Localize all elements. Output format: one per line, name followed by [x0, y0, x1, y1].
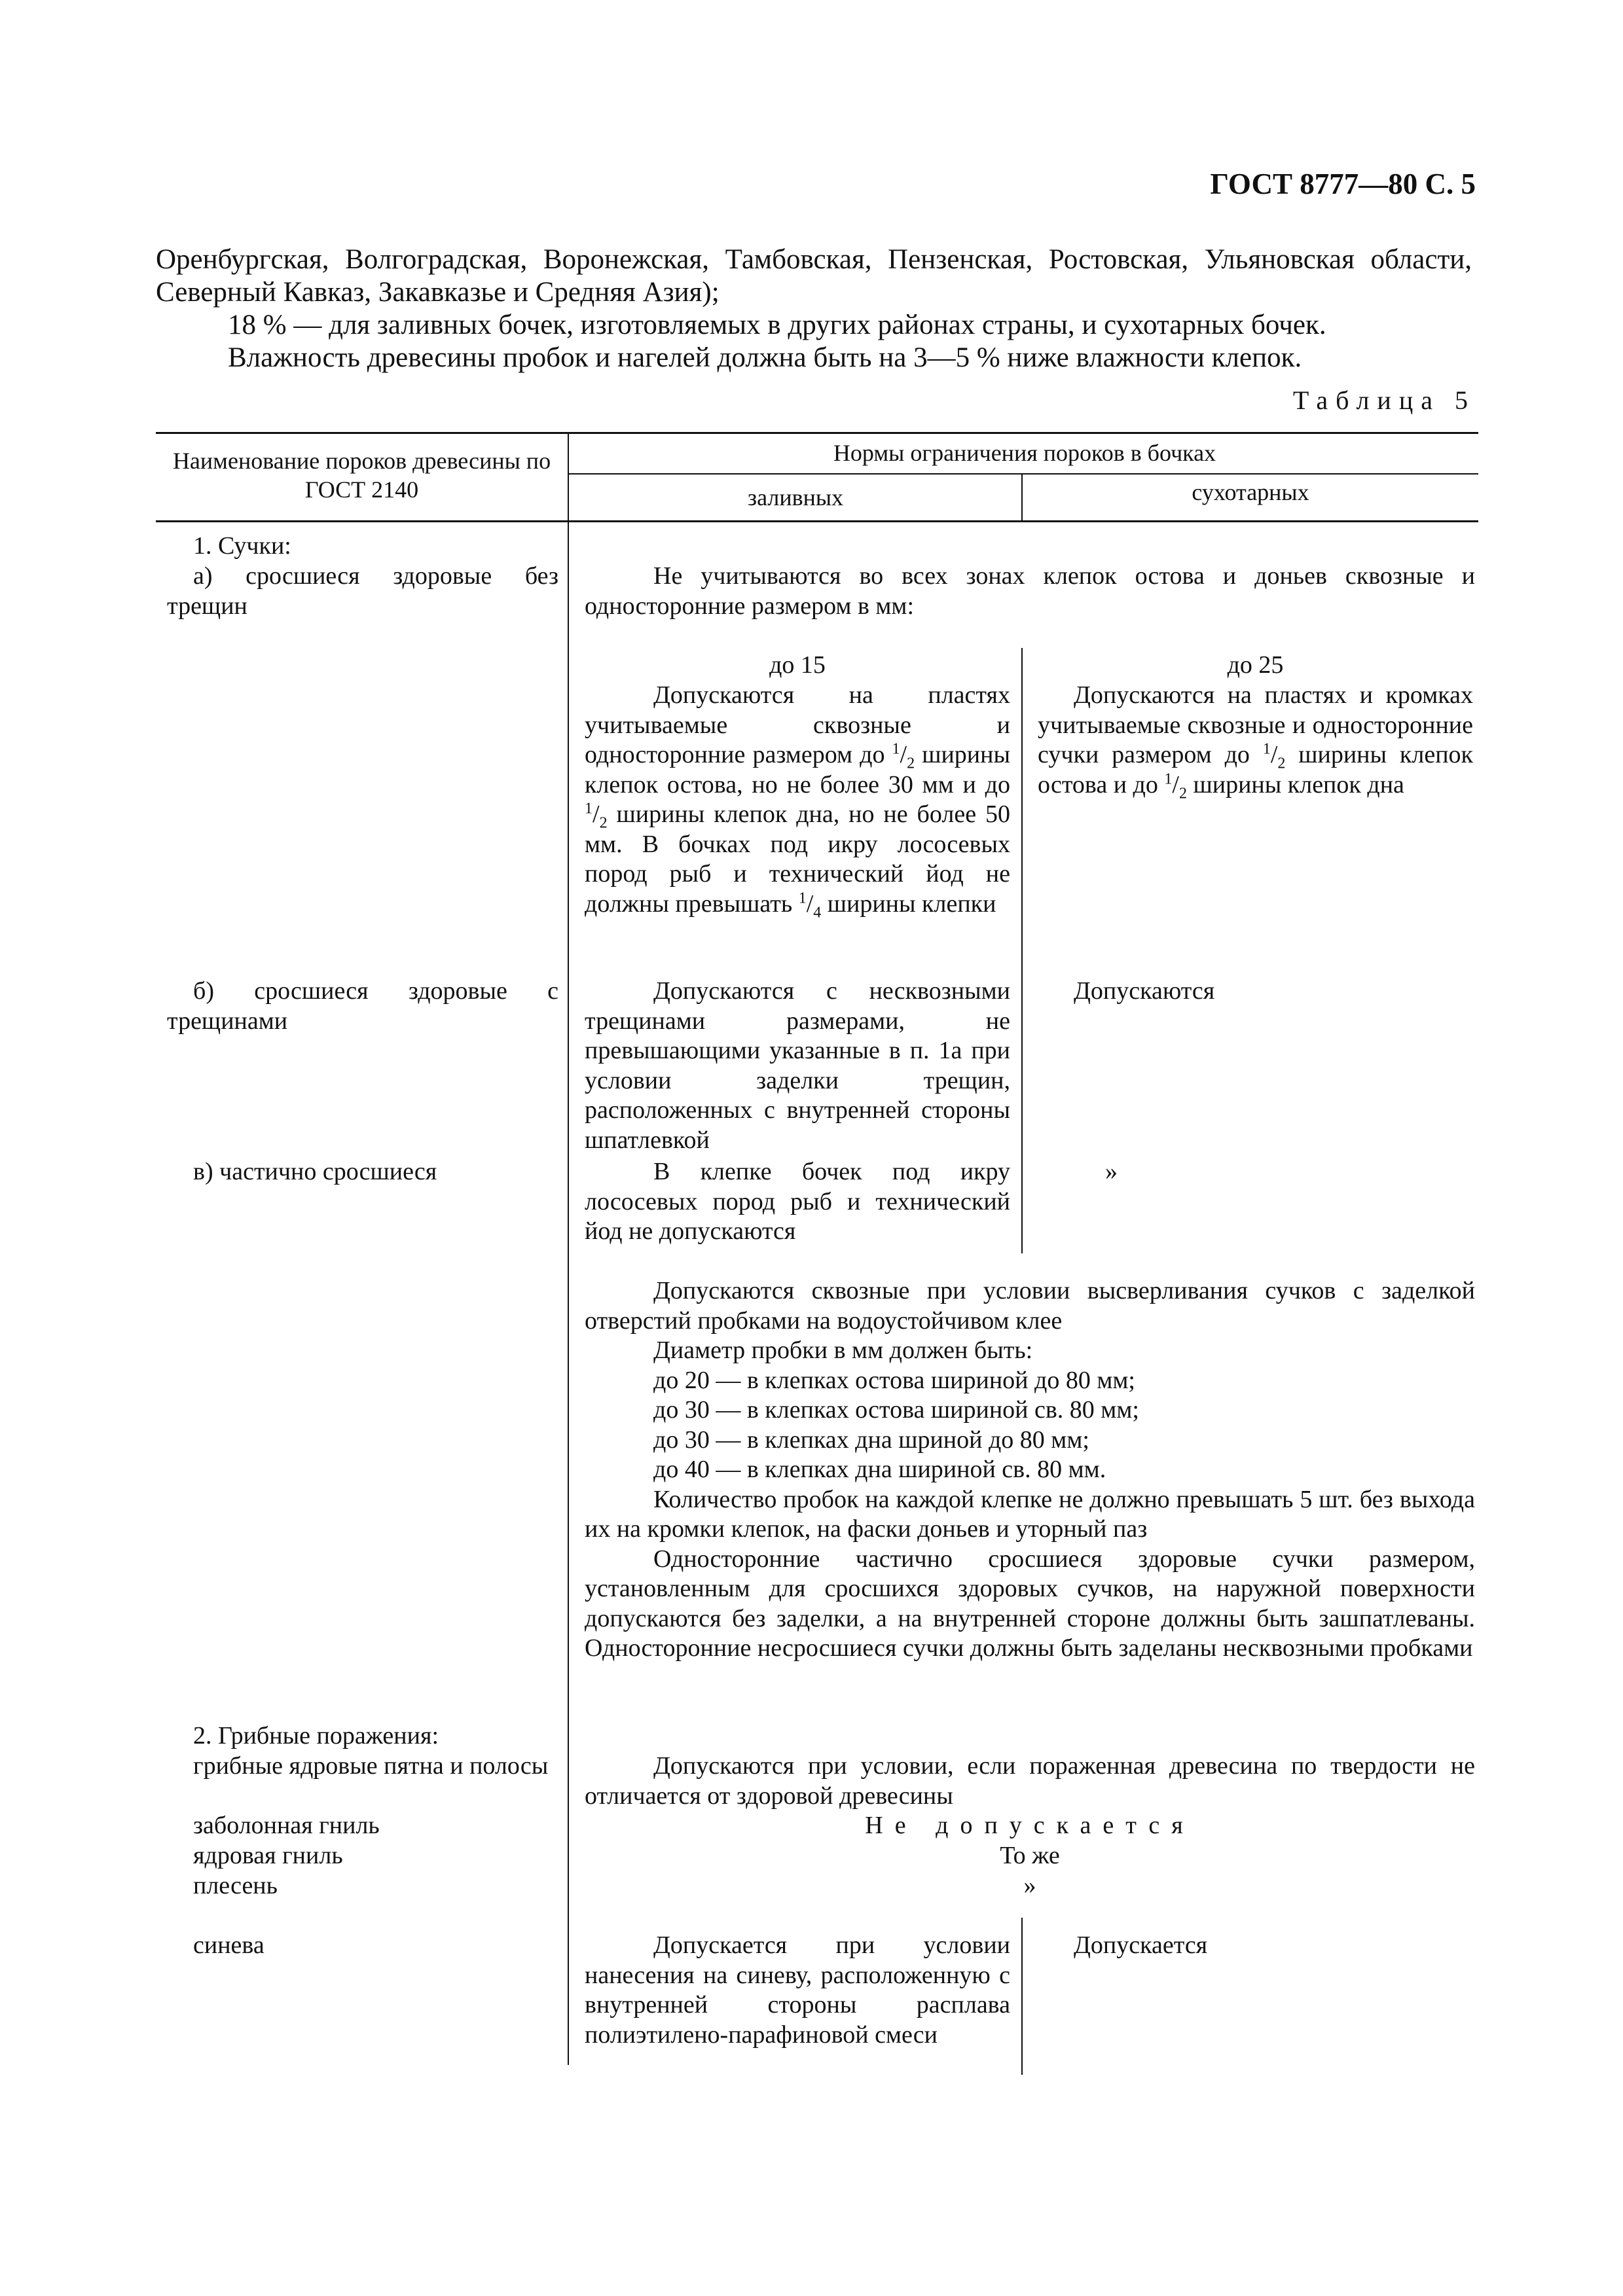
blue-stain-sukhotarnykh-norm: Допускается — [1074, 1931, 1208, 1959]
row-label-blue-stain: синева — [193, 1931, 264, 1959]
column-header-sukhotarnykh: сухотарных — [1192, 479, 1309, 505]
row-label-sapwood-rot: заболонная гниль — [193, 1812, 380, 1839]
column-divider-main — [568, 432, 569, 2065]
blue-stain-zalivnykh-norm: Допускается при условии нанесения на синеву, расположенную с внутренней стороны расплава полиэтилено-парафиновой смеси — [585, 1931, 1010, 2049]
heart-rot-common-norm: То же — [1000, 1842, 1060, 1869]
sapwood-rot-common-norm: Не допускается — [865, 1812, 1195, 1839]
row-label-knots-a: а) сросшиеся здоровые без трещин — [167, 562, 558, 620]
row-title-fungal: 2. Грибные поражения: — [193, 1722, 439, 1749]
header-bottom-rule — [156, 520, 1478, 522]
knots-a-zalivnykh-norm: Допускаются на пластях учитываемые сквозные и односторонние размером до $^1/_2$ ширины клепок остова, но не более 30 мм и до $^1/_2$ ширины клепок дна, но не более 50 мм. В бочках под икру лососевых пород рыб и технический йод не должны превышать $^1/_4$ ширины клепки — [585, 681, 1011, 922]
row-label-heart-rot: ядровая гниль — [193, 1842, 343, 1869]
row-label-knots-c: в) частично сросшиеся — [193, 1158, 437, 1185]
knots-a-sukhotarnykh-limit: до 25 — [1227, 651, 1284, 679]
group-header-norms: Нормы ограничения пороков в бочках — [833, 440, 1216, 466]
mold-common-norm: » — [1023, 1872, 1036, 1899]
knots-b-zalivnykh-norm: Допускаются с несквозными трещинами размерами, не превышающими указанные в п. 1а при условии заделки трещин, расположенных с внутренней стороны шпатлевкой — [585, 977, 1010, 1154]
knots-a-sukhotarnykh-norm: Допускаются на пластях и кромках учитываемые сквозные и односторонние сучки размером до $^1/_2$ ширины клепок остова и до $^1/_2$ ширины клепок дна — [1038, 681, 1474, 802]
column-divider-section-2 — [1021, 1918, 1023, 2075]
intro-paragraph-1: Оренбургская, Волгоградская, Воронежская, Тамбовская, Пензенская, Ростовская, Ульяновская области, Северный Кавказ, Закавказье и Средняя Азия); — [156, 244, 1472, 308]
column-divider-section-1 — [1021, 648, 1023, 1253]
row-label-knots-b: б) сросшиеся здоровые с трещинами — [167, 977, 558, 1035]
knots-a-zalivnykh-limit: до 15 — [769, 651, 826, 679]
table-caption: Таблица 5 — [1292, 386, 1476, 415]
knots-c-sukhotarnykh-norm: » — [1105, 1158, 1118, 1185]
column-header-zalivnykh: заливных — [747, 484, 844, 511]
column-divider-header — [1021, 473, 1023, 520]
row-label-fungal-spots: грибные ядровые пятна и полосы — [193, 1752, 549, 1780]
knots-a-common-norm: Не учитываются во всех зонах клепок остова и доньев сквозные и односторонние размером в мм: — [585, 562, 1475, 620]
fungal-spots-common-norm: Допускаются при условии, если пораженная древесина по твердости не отличается от здоровой древесины — [585, 1752, 1475, 1810]
intro-paragraph-3: Влажность древесины пробок и нагелей должна быть на 3—5 % ниже влажности клепок. — [228, 342, 1302, 373]
row-label-mold: плесень — [193, 1872, 278, 1899]
intro-paragraph-2: 18 % — для заливных бочек, изготовляемых в других районах страны, и сухотарных бочек. — [228, 310, 1326, 340]
table-top-rule — [156, 432, 1478, 434]
knots-b-sukhotarnykh-norm: Допускаются — [1074, 977, 1215, 1005]
column-header-defect-name: Наименование пороков древесины по ГОСТ 2140 — [172, 448, 551, 503]
page-header: ГОСТ 8777—80 С. 5 — [1210, 168, 1476, 200]
knots-c-common-norm: Допускаются сквозные при условии высверливания сучков с заделкой отверстий пробками на водоустойчивом клее Диаметр пробки в мм должен быть: до 20 — в клепках остова шириной до 80 мм; до 30 — в клепках остова шириной св. 80 мм; до 30 — в клепках дна шриной до 80 мм; до 40 — в клепках дна шириной св. 80 мм. Количество пробок на каждой клепке не должно превышать 5 шт. без выхода их на кромки клепок, на фаски доньев и уторный паз Односторонние частично сросшиеся здоровые сучки размером, установленным для сросшихся здоровых сучков, на наружной поверхности допускаются без заделки, а на внутренней стороне должны быть зашпатлеваны. Односторонние несросшиеся сучки должны быть заделаны несквозными пробками — [585, 1277, 1475, 1662]
row-title-knots: 1. Сучки: — [193, 532, 291, 560]
knots-c-zalivnykh-norm: В клепке бочек под икру лососевых пород рыб и технический йод не допускаются — [585, 1158, 1010, 1245]
intro-text — [156, 243, 1472, 374]
group-header-rule — [568, 473, 1478, 475]
